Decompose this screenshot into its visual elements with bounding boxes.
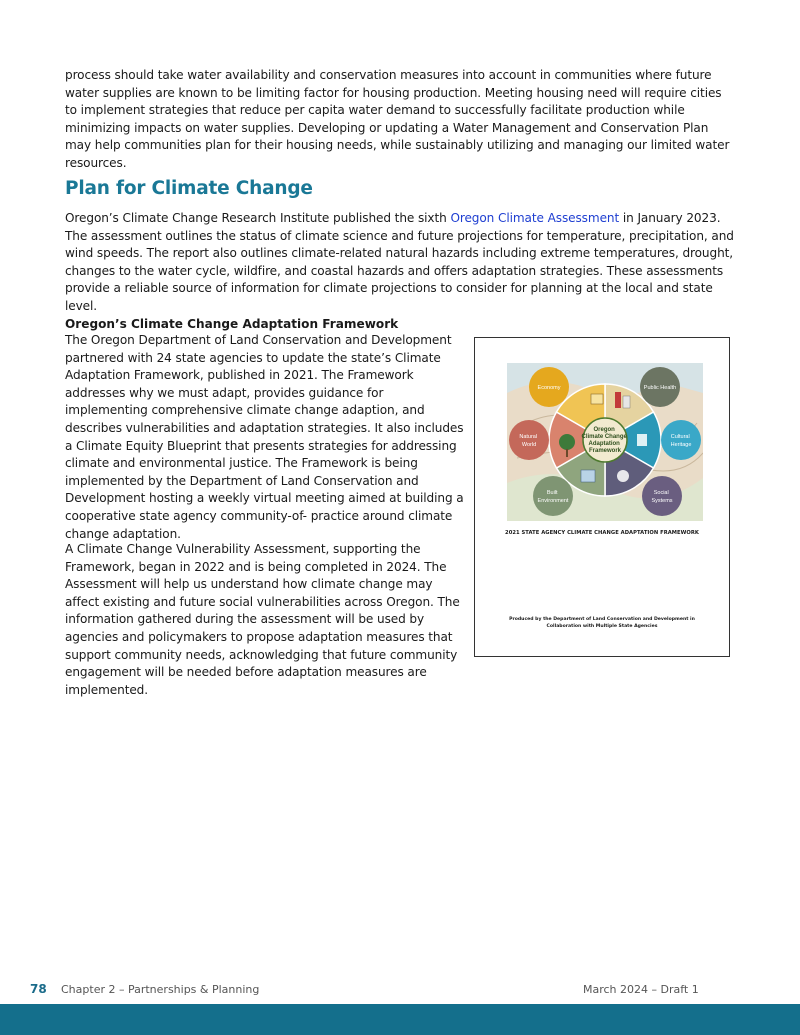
paragraph-text-before-link: Oregon’s Climate Change Research Institute published the sixth [65, 211, 451, 225]
framework-subheading: Oregon’s Climate Change Adaptation Framework [65, 317, 399, 331]
figure-credit: Produced by the Department of Land Conservation and Development in Collaboration with Multiple State Agencies [509, 617, 695, 629]
document-icon [591, 394, 603, 404]
footer-chapter: Chapter 2 – Partnerships & Planning [61, 983, 260, 996]
cultural-heritage-circle [661, 420, 701, 460]
public-health-circle [640, 367, 680, 407]
climate-assessment-paragraph [65, 210, 735, 316]
footer-date: March 2024 – Draft 1 [583, 983, 699, 996]
page-number: 78 [30, 982, 47, 996]
natural-world-label: Natural World [519, 434, 538, 448]
framework-cover-figure [474, 337, 730, 657]
people-icon [617, 470, 629, 482]
framework-cover-graphic [507, 363, 703, 521]
building-icon [615, 392, 621, 408]
cultural-heritage-label: Cultural Heritage [670, 434, 692, 448]
framework-paragraph: The Oregon Department of Land Conservation and Development partnered with 24 state agencies to update the state’s Climate Adaptation Framework, published in 2021. The Framework addresses why we must adapt, provides guidance for implementing comprehensive climate change adaption, and describes vulnerabilities and adaptation strategies. It also includes a Climate Equity Blueprint that presents strategies for addressing climate and environmental justice. The Framework is being implemented by the Department of Land Conservation and Development hosting a weekly virtual meeting aimed at building a cooperative state agency community-of- practice around climate change adaptation. [65, 333, 464, 541]
framework-wheel [549, 384, 661, 496]
section-heading: Plan for Climate Change [65, 178, 313, 199]
lighthouse-icon [637, 434, 647, 446]
paragraph-text-after-link: in January 2023. The assessment outlines the status of climate science and future projections for temperature, precipitation, and wind speeds. The report also outlines climate-related natural hazards including extreme temperatures, drought, changes to the water cycle, wildfire, and coastal hazards and offers adaptation strategies. These assessments provide a reliable source of information for climate projections to consider for planning at the local and state level. [65, 211, 734, 313]
natural-world-circle [509, 420, 549, 460]
social-systems-label: Social Systems [651, 490, 673, 504]
oregon-climate-assessment-link[interactable]: Oregon Climate Assessment [450, 211, 620, 225]
footer-bar [0, 1004, 800, 1035]
city-icon [581, 470, 595, 482]
figure-title: 2021 STATE AGENCY CLIMATE CHANGE ADAPTATION FRAMEWORK [505, 530, 699, 536]
tree-trunk-icon [566, 449, 568, 457]
center-circle [583, 418, 627, 462]
vulnerability-assessment-paragraph: A Climate Change Vulnerability Assessment, supporting the Framework, began in 2022 and is being completed in 2024. The Assessment will help us understand how climate change may affect existing and future social vulnerabilities across Oregon. The information gathered during the assessment will be used by agencies and policymakers to propose adaptation measures that support community needs, acknowledging that future community engagement will be needed before adaptation measures are implemented. [65, 542, 460, 697]
public-health-label: Public Health [643, 385, 677, 391]
economy-circle [529, 367, 569, 407]
built-environment-circle [533, 476, 573, 516]
intro-paragraph: process should take water availability and conservation measures into account in communities where future water supplies are known to be limiting factor for housing production. Meeting housing need will require cities to implement strategies that reduce per capita water demand to successfully facilitate production while minimizing impacts on water supplies. Developing or updating a Water Management and Conservation Plan may help communities plan for their housing needs, while sustainably utilizing and managing our limited water resources. [65, 68, 730, 170]
tree-icon [559, 434, 575, 450]
center-label: Oregon Climate Change Adaptation Framework [581, 427, 627, 454]
built-environment-label: Built Environment [537, 490, 569, 504]
social-systems-circle [642, 476, 682, 516]
hospital-icon [623, 396, 630, 408]
economy-label: Economy [537, 385, 561, 391]
